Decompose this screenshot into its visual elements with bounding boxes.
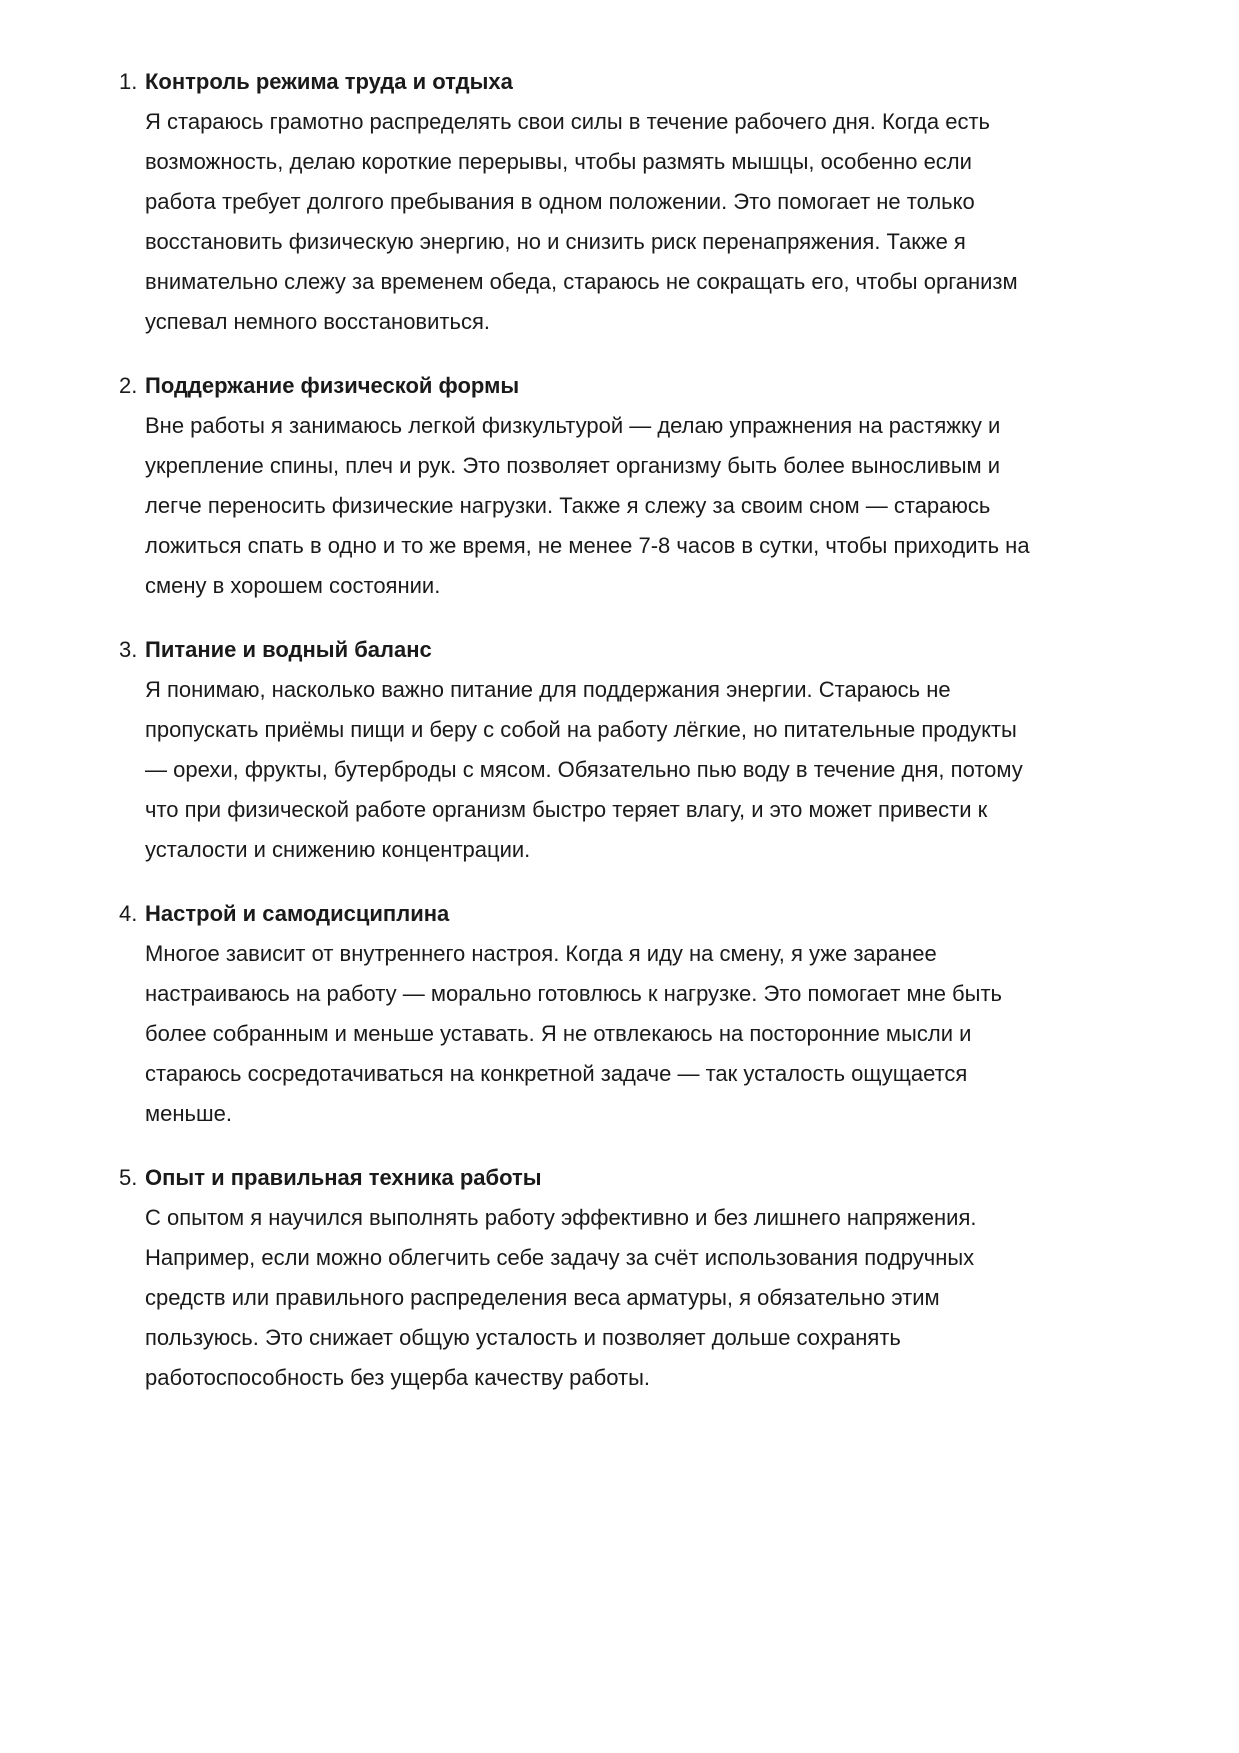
paragraph-line: настраиваюсь на работу — морально готовлюсь к нагрузке. Это помогает мне быть: [145, 981, 1003, 1006]
paragraph-line: средств или правильного распределения веса арматуры, я обязательно этим: [145, 1285, 940, 1310]
list-item-title: Питание и водный баланс: [145, 637, 432, 662]
list-item: [119, 62, 1179, 342]
paragraph-line: укрепление спины, плеч и рук. Это позволяет организму быть более выносливым и: [145, 453, 1001, 478]
paragraph-line: ложиться спать в одно и то же время, не менее 7-8 часов в сутки, чтобы приходить на: [145, 533, 1030, 558]
list-item-title: Настрой и самодисциплина: [145, 901, 450, 926]
paragraph-line: пропускать приёмы пищи и беру с собой на работу лёгкие, но питательные продукты: [145, 717, 1017, 742]
paragraph-line: успевал немного восстановиться.: [145, 309, 490, 334]
list-item-title: Контроль режима труда и отдыха: [145, 69, 513, 94]
list-item-number: 3.: [119, 637, 138, 662]
paragraph-line: работа требует долгого пребывания в одном положении. Это помогает не только: [145, 189, 975, 214]
paragraph-line: возможность, делаю короткие перерывы, чтобы размять мышцы, особенно если: [145, 149, 972, 174]
list-item-number: 4.: [119, 901, 138, 926]
paragraph-line: что при физической работе организм быстро теряет влагу, и это может привести к: [145, 797, 988, 822]
list-item-number: 2.: [119, 373, 138, 398]
paragraph-line: Я понимаю, насколько важно питание для поддержания энергии. Стараюсь не: [145, 677, 951, 702]
list-item: [119, 366, 1179, 606]
paragraph-line: работоспособность без ущерба качеству работы.: [145, 1365, 651, 1390]
list-item: [119, 894, 1179, 1134]
list-item: [119, 630, 1179, 870]
paragraph-line: Например, если можно облегчить себе задачу за счёт использования подручных: [145, 1245, 975, 1270]
list-item-title: Поддержание физической формы: [145, 373, 520, 398]
paragraph-line: Многое зависит от внутреннего настроя. Когда я иду на смену, я уже заранее: [145, 941, 937, 966]
paragraph-line: — орехи, фрукты, бутерброды с мясом. Обязательно пью воду в течение дня, потому: [145, 757, 1023, 782]
paragraph-line: Вне работы я занимаюсь легкой физкультурой — делаю упражнения на растяжку и: [145, 413, 1001, 438]
numbered-list: [119, 62, 1179, 1422]
paragraph-line: смену в хорошем состоянии.: [145, 573, 441, 598]
list-item-number: 5.: [119, 1165, 138, 1190]
paragraph-line: пользуюсь. Это снижает общую усталость и позволяет дольше сохранять: [145, 1325, 901, 1350]
paragraph-line: более собранным и меньше уставать. Я не отвлекаюсь на посторонние мысли и: [145, 1021, 972, 1046]
paragraph-line: стараюсь сосредотачиваться на конкретной задаче — так усталость ощущается: [145, 1061, 968, 1086]
list-item-title: Опыт и правильная техника работы: [145, 1165, 542, 1190]
paragraph-line: меньше.: [145, 1101, 232, 1126]
paragraph-line: восстановить физическую энергию, но и снизить риск перенапряжения. Также я: [145, 229, 966, 254]
paragraph-line: легче переносить физические нагрузки. Также я слежу за своим сном — стараюсь: [145, 493, 991, 518]
paragraph-line: С опытом я научился выполнять работу эффективно и без лишнего напряжения.: [145, 1205, 977, 1230]
paragraph-line: внимательно слежу за временем обеда, стараюсь не сокращать его, чтобы организм: [145, 269, 1018, 294]
list-item-number: 1.: [119, 69, 138, 94]
paragraph-line: усталости и снижению концентрации.: [145, 837, 531, 862]
list-item: [119, 1158, 1179, 1398]
paragraph-line: Я стараюсь грамотно распределять свои силы в течение рабочего дня. Когда есть: [145, 109, 990, 134]
